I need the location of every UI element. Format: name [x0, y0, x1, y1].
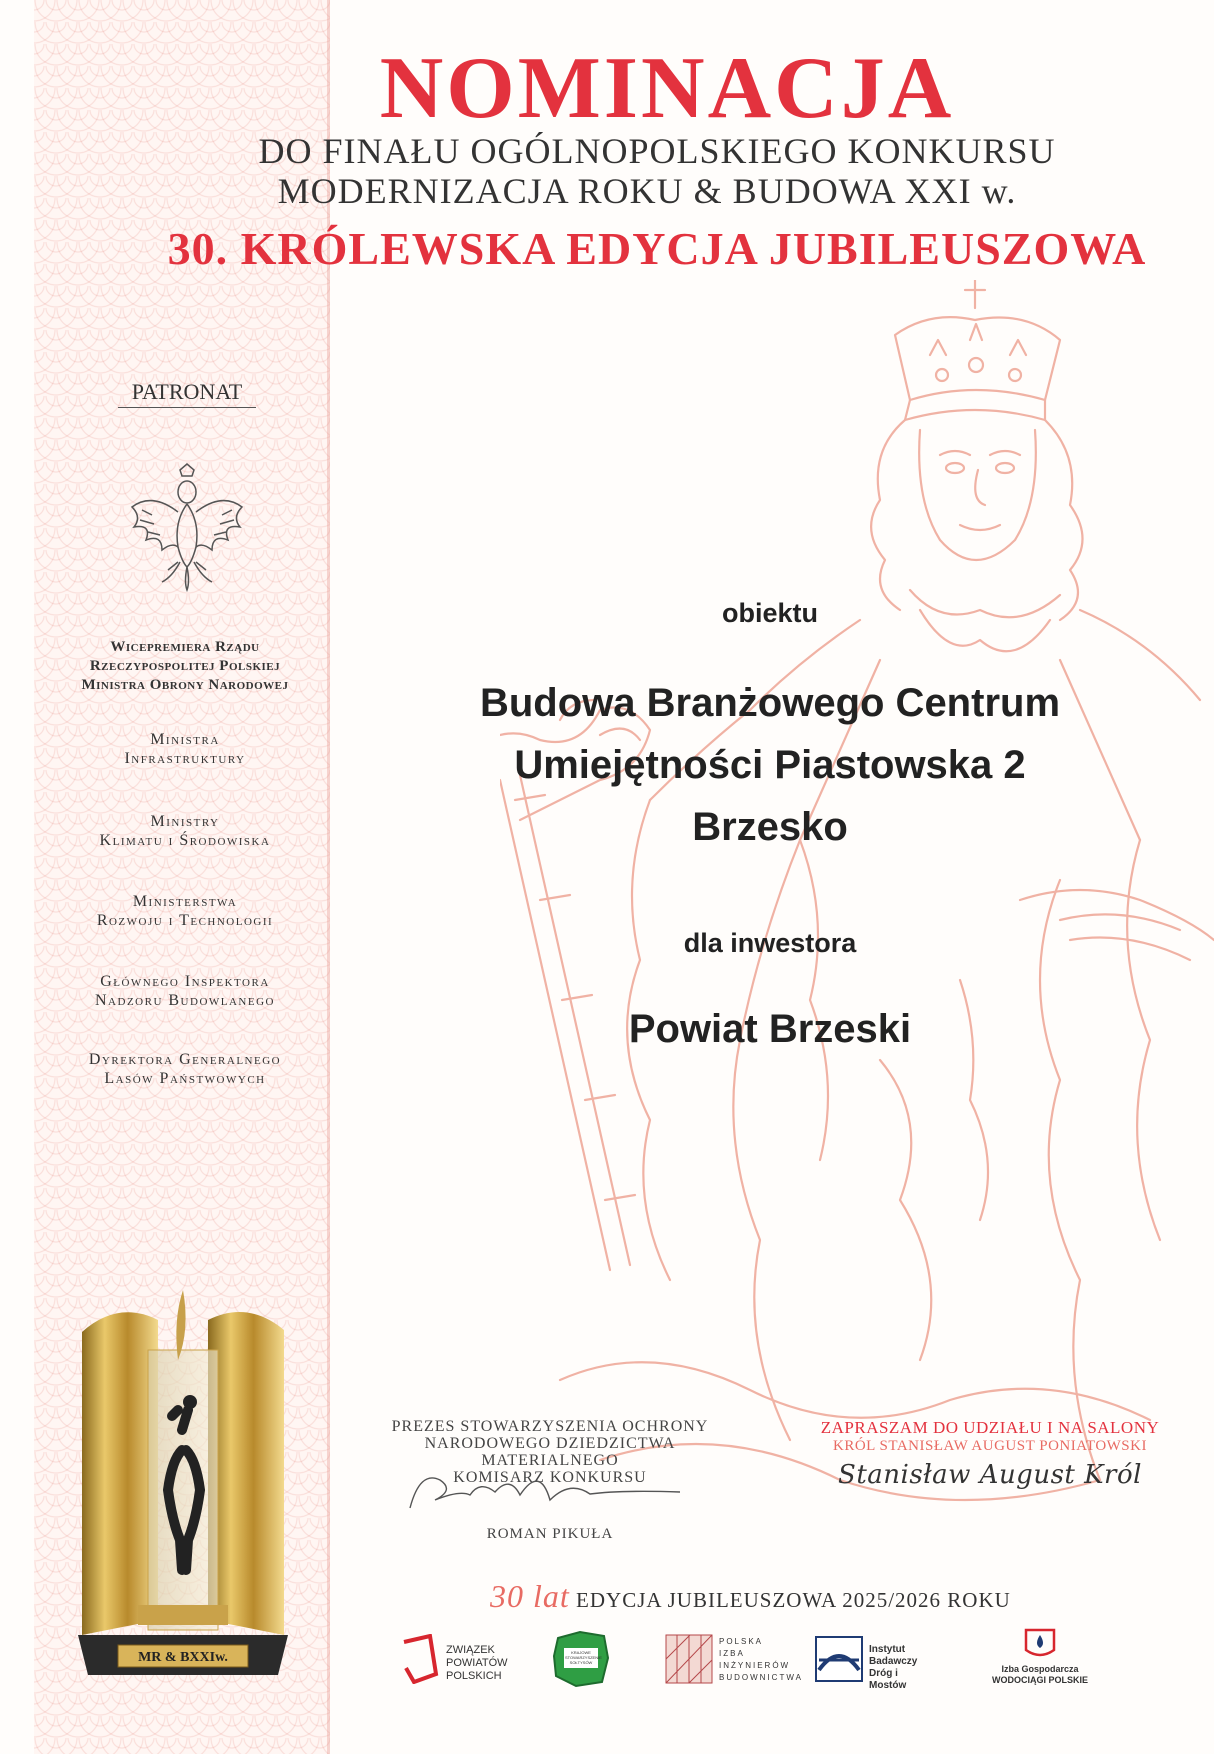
bridge-arch-icon — [815, 1636, 863, 1682]
patronat-label: PATRONAT — [118, 379, 256, 408]
investor-name: Powiat Brzeski — [628, 1007, 912, 1051]
patron-development: Ministerstwa Rozwoju i Technologii — [96, 893, 274, 929]
patron-state-forests: Dyrektora Generalnego Lasów Państwowych — [88, 1051, 282, 1087]
patron-climate: Ministry Klimatu i Środowiska — [99, 813, 271, 849]
document-title: NOMINACJA — [379, 40, 955, 137]
partner-logos: ZWIĄZEK POWIATÓW POLSKICH KRAJOWE STOWARZYSZENIE SOŁTYSÓW POLSKA IZBA INŻYNIERÓW BUDOWNICTWA Instytut Badawczy Dróg i Mostów Izba Gospodarcza WODOCIĄGI POLSKIE — [400, 1620, 1200, 1700]
patron-construction-inspector: Głównego Inspektora Nadzoru Budowlanego — [95, 973, 275, 1009]
water-drop-icon — [1022, 1626, 1058, 1660]
patron-vice-premier: Wicepremiera Rządu Rzeczypospolitej Polskiej Ministra Obrony Narodowej — [81, 639, 289, 693]
investor-label: dla inwestora — [683, 928, 857, 958]
handwritten-signature-right: Stanisław August Król — [838, 1460, 1142, 1490]
zpp-emblem-icon — [400, 1634, 440, 1684]
signature-right-block: ZAPRASZAM DO UDZIAŁU I NA SALONY KRÓL STANISŁAW AUGUST PONIATOWSKI Stanisław August Król — [800, 1418, 1180, 1485]
logo-igwp: Izba Gospodarcza WODOCIĄGI POLSKIE — [985, 1620, 1095, 1700]
trophy-plate-text: MR & BXXIw. — [138, 1650, 228, 1665]
handwritten-signature-left — [400, 1470, 700, 1510]
subtitle-line-2: MODERNIZACJA ROKU & BUDOWA XXI w. — [277, 171, 1017, 211]
object-name: Budowa Branżowego Centrum Umiejętności Piastowska 2 Brzesko — [479, 681, 1061, 849]
white-eagle-emblem-icon — [122, 462, 252, 592]
subtitle-line-1: DO FINAŁU OGÓLNOPOLSKIEGO KONKURSU — [258, 131, 1056, 171]
signature-left-block: PREZES STOWARZYSZENIA OCHRONY NARODOWEGO DZIEDZICTWA MATERIALNEGO KOMISARZ KONKURSU ROMAN PIKUŁA — [391, 1418, 709, 1542]
object-label: obiektu — [721, 598, 818, 628]
anniversary-line: 30 lat EDYCJA JUBILEUSZOWA 2025/2026 ROKU — [490, 1578, 1011, 1614]
king-portrait-drawing — [500, 280, 1214, 1520]
thirty-years-script: 30 lat — [490, 1578, 570, 1614]
bridge-grid-icon — [665, 1634, 713, 1684]
patron-infrastructure: Ministra Infrastruktury — [124, 731, 246, 767]
award-trophy-image — [78, 1290, 288, 1680]
edition-title: 30. KRÓLEWSKA EDYCJA JUBILEUSZOWA — [167, 223, 1147, 274]
